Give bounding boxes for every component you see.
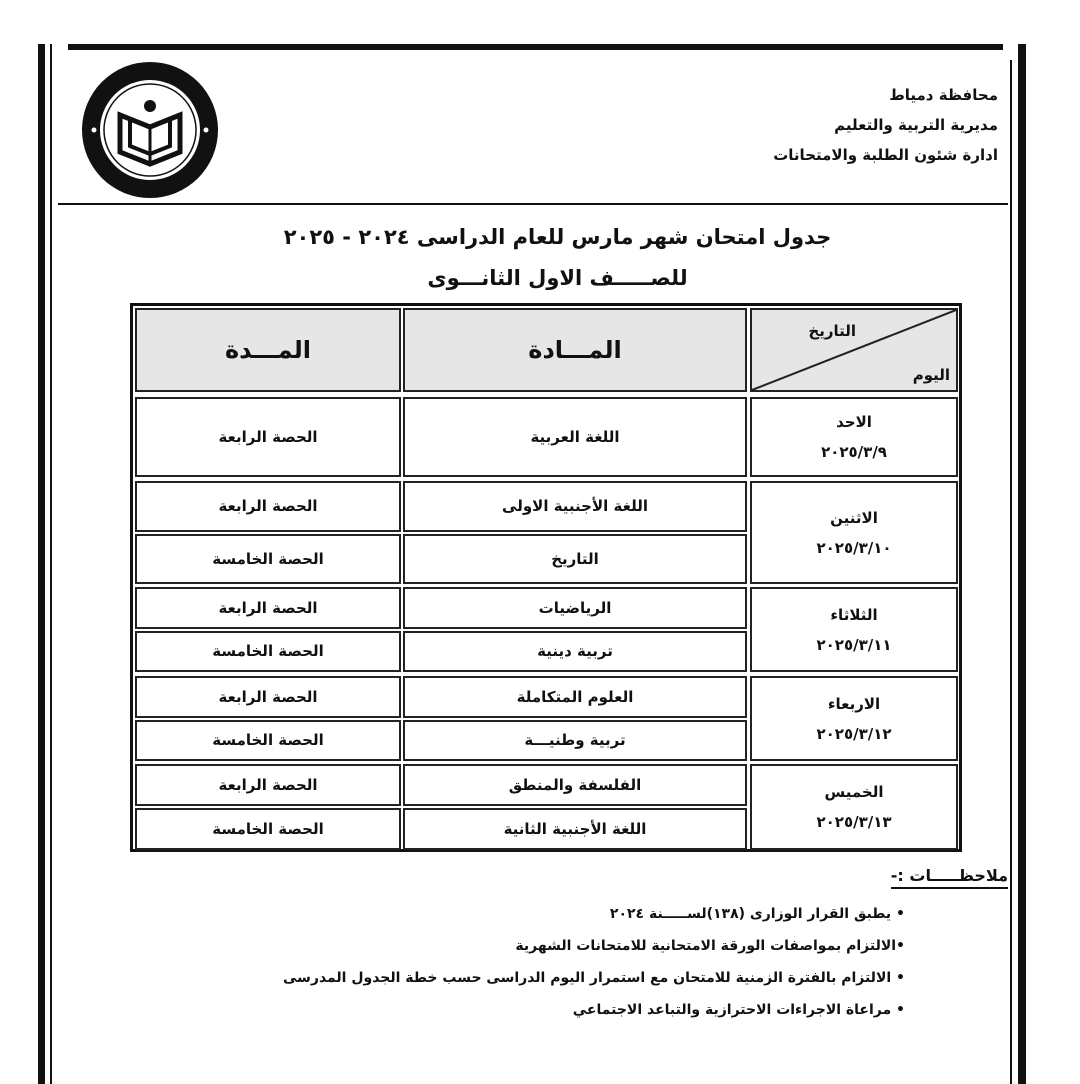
day-cell (750, 587, 958, 672)
header-date: التاريخ (808, 322, 856, 340)
header-duration: المـــدة (135, 308, 401, 392)
exam-date: ٢٠٢٥/٣/١٣ (816, 813, 892, 831)
header-day: اليوم (912, 366, 950, 384)
notes-heading: ملاحظـــــات :- (891, 866, 1008, 889)
subject-cell: اللغة الأجنبية الثانية (403, 808, 747, 850)
subject-cell: الرياضيات (403, 587, 747, 629)
subject-cell: تربية دينية (403, 631, 747, 673)
document-title: جدول امتحان شهر مارس للعام الدراسى ٢٠٢٤ - ٢٠٢٥ (283, 225, 832, 249)
header-day-date (750, 308, 958, 392)
day-cell (750, 397, 958, 477)
subject-cell: الفلسفة والمنطق (403, 764, 747, 806)
period-cell: الحصة الرابعة (135, 587, 401, 629)
exam-date: ٢٠٢٥/٣/١٠ (816, 538, 892, 557)
exam-date: ٢٠٢٥/٣/١١ (816, 635, 892, 654)
day-name: الاحد (836, 413, 872, 431)
governorate-name: محافظة دمياط (889, 86, 998, 104)
notes-list (283, 898, 905, 1026)
day-cell (750, 676, 958, 761)
day-name: الخميس (824, 783, 884, 801)
period-cell: الحصة الخامسة (135, 631, 401, 673)
document-subtitle: للصـــــف الاول الثانـــوى (427, 266, 688, 290)
note-item: • الالتزام بالفترة الزمنية للامتحان مع استمرار اليوم الدراسى حسب خطة الجدول المدرسى (282, 970, 905, 986)
department-name: ادارة شئون الطلبة والامتحانات (773, 146, 998, 164)
page-border-left-inner (50, 44, 52, 1084)
directorate-name: مديرية التربية والتعليم (834, 116, 998, 134)
page-border-left (38, 44, 45, 1084)
organization-header (773, 80, 998, 170)
subject-cell: العلوم المتكاملة (403, 676, 747, 718)
directorate-logo (80, 60, 220, 200)
exam-date: ٢٠٢٥/٣/٩ (821, 443, 887, 461)
note-item: •الالتزام بمواصفات الورقة الامتحانية للامتحانات الشهرية (515, 938, 905, 954)
day-name: الاربعاء (827, 694, 881, 713)
period-cell: الحصة الرابعة (135, 397, 401, 477)
subject-cell: تربية وطنيـــة (403, 720, 747, 762)
exam-schedule-table (130, 303, 962, 852)
exam-date: ٢٠٢٥/٣/١٢ (816, 724, 892, 743)
period-cell: الحصة الخامسة (135, 534, 401, 585)
day-name: الثلاثاء (830, 605, 878, 624)
page-border-right-inner (1010, 60, 1012, 1084)
period-cell: الحصة الخامسة (135, 808, 401, 850)
subject-cell: التاريخ (403, 534, 747, 585)
note-item: • مراعاة الاجراءات الاحترازية والتباعد الاجتماعي (572, 1002, 905, 1018)
page-border-top (68, 44, 1003, 50)
note-item: • يطبق القرار الوزارى (١٣٨)لســـــنة ٢٠٢٤ (609, 906, 905, 922)
period-cell: الحصة الخامسة (135, 720, 401, 762)
page-border-right (1018, 44, 1026, 1084)
header-divider (58, 203, 1008, 205)
period-cell: الحصة الرابعة (135, 764, 401, 806)
subject-cell: اللغة العربية (403, 397, 747, 477)
subject-cell: اللغة الأجنبية الاولى (403, 481, 747, 532)
header-subject: المـــادة (403, 308, 747, 392)
day-name: الاثنين (830, 508, 878, 527)
day-cell (750, 481, 958, 584)
day-cell (750, 764, 958, 850)
period-cell: الحصة الرابعة (135, 481, 401, 532)
period-cell: الحصة الرابعة (135, 676, 401, 718)
